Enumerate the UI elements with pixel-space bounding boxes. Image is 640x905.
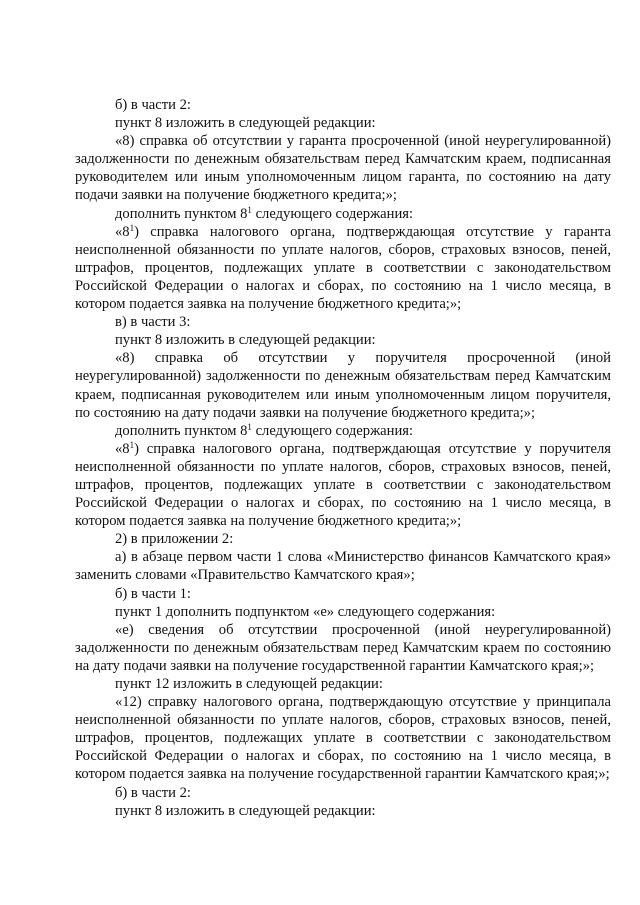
paragraph-2: пункт 8 изложить в следующей редакции:	[115, 115, 376, 132]
paragraph-16: пункт 12 изложить в следующей редакции:	[115, 676, 383, 692]
superscript-index: 1	[129, 222, 135, 233]
document-page	[75, 96, 611, 820]
paragraph-18: б) в части 2:	[115, 784, 191, 801]
paragraph-12: а) в абзаце первом части 1 слова «Министерство финансов Камчатского края» заменить словами «Правительство Камчатского края»;	[75, 549, 611, 584]
paragraph-1: б) в части 2:	[115, 97, 191, 113]
superscript-index: 1	[247, 204, 252, 215]
paragraph-6: в) в части 3:	[115, 314, 191, 331]
paragraph-9	[75, 422, 611, 440]
superscript-index: 1	[247, 421, 252, 432]
paragraph-5	[75, 223, 611, 313]
paragraph-11: 2) в приложении 2:	[115, 531, 234, 548]
paragraph-15: «е) сведения об отсутствии просроченной (иной неурегулированной) задолженности по денежным обязательствам перед Камчатским краем по состоянию на дату подачи заявки на получение государственной гарантии Камчатского края;»;	[75, 621, 611, 674]
paragraph-8: «8) справка об отсутствии у поручителя просроченной (иной неурегулированной) задолженности по денежным обязательствам перед Камчатским краем, подписанная руководителем или иным уполномоченным лицом поручителя, по состоянию на дату подачи заявки на получение бюджетного кредита;»;	[75, 350, 611, 421]
paragraph-5-tail: ) справка налогового органа, подтверждающая отсутствие у гаранта неисполненной обязанности по уплате налогов, сборов, страховых взносов, пеней, штрафов, процентов, подлежащих уплате в соответствии с законодательством Российской Федерации о налогах и сборах, по состоянию на 1 число месяца, в котором подается заявка на получение бюджетного кредита;»;	[75, 223, 611, 313]
paragraph-14: пункт 1 дополнить подпунктом «е» следующего содержания:	[115, 603, 496, 620]
paragraph-7: пункт 8 изложить в следующей редакции:	[115, 332, 376, 349]
paragraph-9-text: дополнить пунктом 8	[115, 422, 248, 439]
paragraph-10	[75, 440, 611, 530]
paragraph-4-text: дополнить пунктом 8	[115, 205, 248, 222]
paragraph-17: «12) справку налогового органа, подтверждающую отсутствие у принципала неисполненной обязанности по уплате налогов, сборов, страховых взносов, пеней, штрафов, процентов, подлежащих уплате в соответствии с законодательством Российской Федерации о налогах и сборах, по состоянию на 1 число месяца, в котором подается заявка на получение государственной гарантии Камчатского края;»;	[75, 694, 611, 783]
superscript-index: 1	[129, 439, 135, 450]
paragraph-9-tail: следующего содержания:	[251, 422, 414, 439]
paragraph-4-tail: следующего содержания:	[251, 205, 414, 222]
paragraph-5-text: «8	[115, 223, 130, 240]
paragraph-3: «8) справка об отсутствии у гаранта просроченной (иной неурегулированной) задолженности по денежным обязательствам перед Камчатским краем, подписанная руководителем или иным уполномоченным лицом гаранта, по состоянию на дату подачи заявки на получение бюджетного кредита;»;	[75, 133, 611, 204]
paragraph-13: б) в части 1:	[115, 585, 191, 602]
paragraph-19: пункт 8 изложить в следующей редакции:	[115, 802, 376, 819]
paragraph-10-text: «8	[115, 440, 130, 457]
paragraph-10-tail: ) справка налогового органа, подтверждающая отсутствие у поручителя неисполненной обязанности по уплате налогов, сборов, страховых взносов, пеней, штрафов, процентов, подлежащих уплате в соответствии с законодательством Российской Федерации о налогах и сборах, по состоянию на 1 число месяца, в котором подается заявка на получение бюджетного кредита;»;	[75, 440, 611, 530]
paragraph-4	[75, 205, 611, 223]
